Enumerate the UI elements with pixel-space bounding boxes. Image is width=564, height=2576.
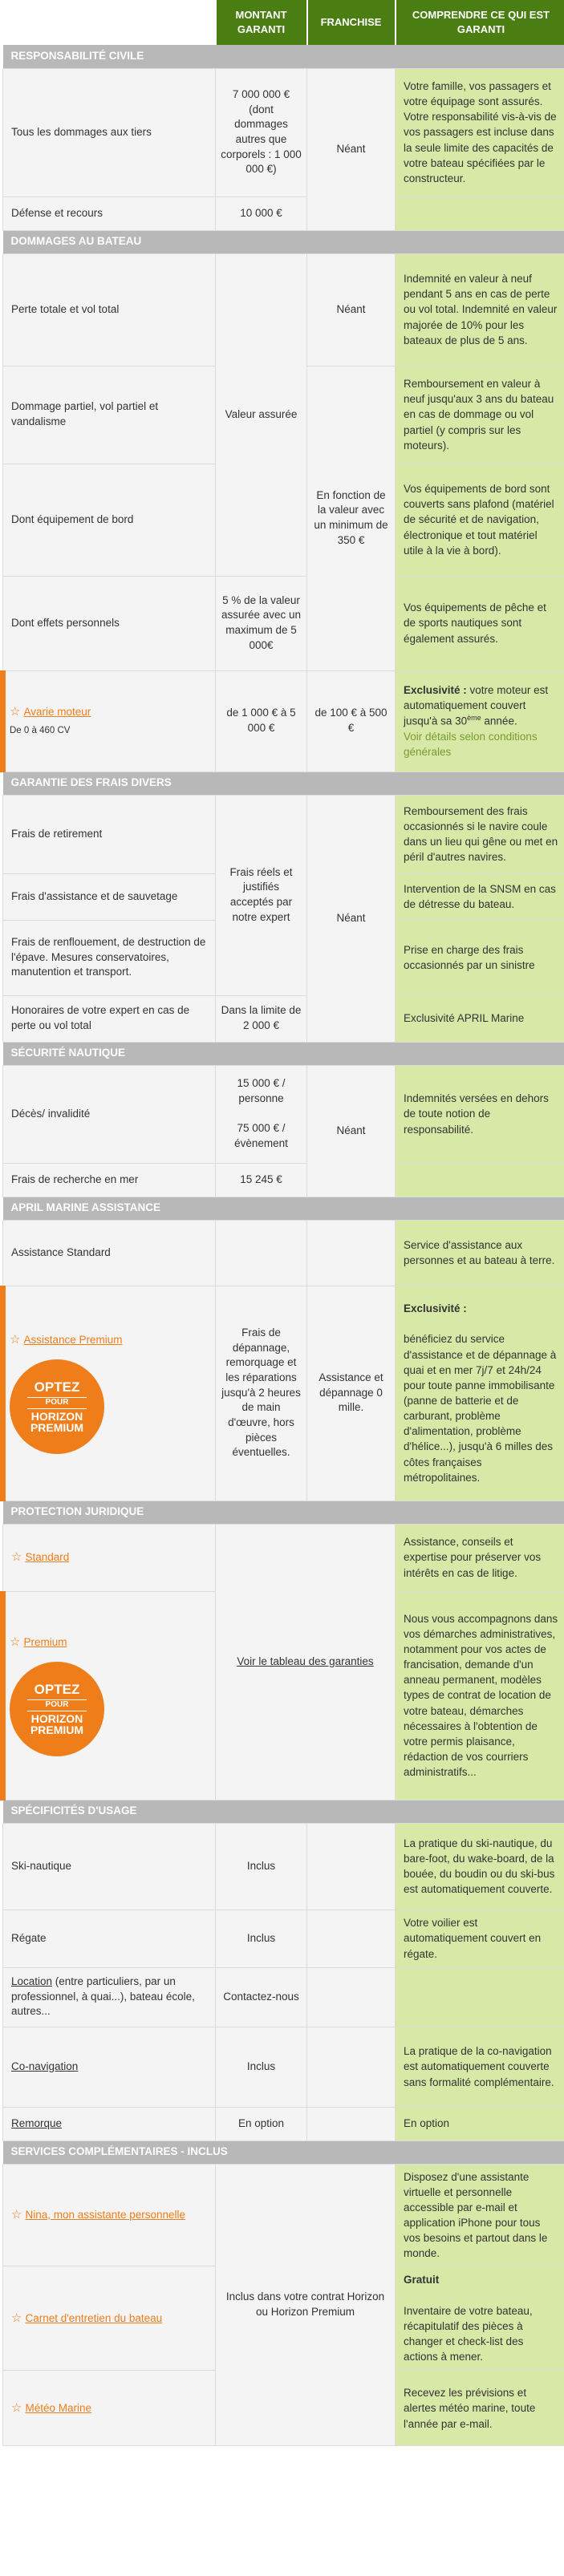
optez-horizon-premium-badge[interactable] <box>10 1662 104 1756</box>
remorque-link[interactable]: Remorque <box>11 2116 63 2129</box>
star-icon: ☆ <box>11 2400 22 2415</box>
montant-location: Contactez-nous <box>216 1967 307 2027</box>
montant-defense-recours: 10 000 € <box>216 196 307 230</box>
row-label-defense-recours: Défense et recours <box>3 196 216 230</box>
explanation-dommages-tiers: Votre famille, vos passagers et votre équipage sont assurés. Votre responsabilité vis-à-vis de vos passagers est incluse dans la seule limite des capacités de votre bateau spécifiées par le constructeur. <box>396 68 564 196</box>
row-label-assistance-sauvetage: Frais d'assistance et de sauvetage <box>3 873 216 920</box>
montant-frais-recherche: 15 245 € <box>216 1163 307 1197</box>
section-specificites-usage: SPÉCIFICITÉS D'USAGE <box>3 1800 564 1823</box>
meteo-marine-link[interactable]: Météo Marine <box>25 2401 91 2414</box>
section-frais-divers: GARANTIE DES FRAIS DIVERS <box>3 772 564 795</box>
explanation-meteo-marine: Recevez les prévisions et alertes météo marine, toute l'année par e-mail. <box>396 2371 564 2446</box>
explanation-equipement-bord: Vos équipements de bord sont couverts sans plafond (matériel de sécurité et de navigation, électronique et tout matériel utile à la vie à bord). <box>396 464 564 576</box>
explanation-remorque: En option <box>396 2107 564 2141</box>
row-label-assistance-standard: Assistance Standard <box>3 1220 216 1286</box>
franchise-perte-totale: Néant <box>307 253 396 366</box>
badge-pour: POUR <box>27 1397 87 1409</box>
conditions-generales-link[interactable]: Voir détails selon conditions générales <box>404 730 538 758</box>
explanation-assistance-standard: Service d'assistance aux personnes et au bateau à terre. <box>396 1220 564 1286</box>
franchise-assistance-standard <box>307 1220 396 1286</box>
franchise-regate <box>307 1910 396 1967</box>
row-label-perte-totale: Perte totale et vol total <box>3 253 216 366</box>
montant-valeur-assuree: Valeur assurée <box>216 253 307 576</box>
explanation-honoraires-expert: Exclusivité APRIL Marine <box>396 995 564 1042</box>
row-label-effets-personnels: Dont effets personnels <box>3 576 216 670</box>
section-april-marine-assistance: APRIL MARINE ASSISTANCE <box>3 1197 564 1220</box>
explanation-pj-standard: Assistance, conseils et expertise pour préserver vos intérêts en cas de litige. <box>396 1524 564 1591</box>
explanation-regate: Votre voilier est automatiquement couvert en régate. <box>396 1910 564 1967</box>
row-label-frais-retirement: Frais de retirement <box>3 795 216 873</box>
montant-par-evenement: 75 000 € / évènement <box>234 1122 288 1149</box>
franchise-location <box>307 1967 396 2027</box>
carnet-entretien-text: Inventaire de votre bateau, récapitulatif des pièces à changer et check-list des actions à mener. <box>404 2304 533 2363</box>
badge-premium: PREMIUM <box>30 1421 84 1435</box>
montant-assistance-premium: Frais de dépannage, remorquage et les réparations jusqu'à 2 heures de main d'œuvre, hors pièces éventuelles. <box>216 1286 307 1501</box>
franchise-frais-divers: Néant <box>307 795 396 1042</box>
explanation-renflouement: Prise en charge des frais occasionnés par un sinistre <box>396 920 564 995</box>
row-avarie-moteur <box>3 670 216 772</box>
explanation-location <box>396 1967 564 2027</box>
montant-dommages-tiers: 7 000 000 € (dont dommages autres que corporels : 1 000 000 €) <box>216 68 307 196</box>
section-securite-nautique: SÉCURITÉ NAUTIQUE <box>3 1042 564 1065</box>
explanation-assistance-premium <box>396 1286 564 1501</box>
header-montant: MONTANT GARANTI <box>216 0 307 45</box>
badge-horizon: HORIZON <box>30 1711 83 1725</box>
montant-avarie-moteur: de 1 000 € à 5 000 € <box>216 670 307 772</box>
explanation-carnet-entretien <box>396 2266 564 2371</box>
badge-optez: OPTEZ <box>34 1379 80 1395</box>
explanation-assistance-sauvetage: Intervention de la SNSM en cas de détresse du bateau. <box>396 873 564 920</box>
protection-juridique-cell <box>216 1524 396 1800</box>
franchise-assistance-premium: Assistance et dépannage 0 mille. <box>307 1286 396 1501</box>
standard-link[interactable]: Standard <box>25 1550 70 1563</box>
row-label-dommage-partiel: Dommage partiel, vol partiel et vandalisme <box>3 366 216 464</box>
badge-optez: OPTEZ <box>34 1682 80 1698</box>
exclusivite-label: Exclusivité : <box>404 1302 467 1315</box>
franchise-rc: Néant <box>307 68 396 230</box>
row-carnet-entretien <box>3 2266 216 2371</box>
badge-pour: POUR <box>27 1699 87 1711</box>
section-responsabilite-civile: RESPONSABILITÉ CIVILE <box>3 45 564 68</box>
franchise-remorque <box>307 2107 396 2141</box>
montant-remorque: En option <box>216 2107 307 2141</box>
avarie-moteur-text-end: année. <box>481 715 517 727</box>
row-label-honoraires-expert: Honoraires de votre expert en cas de perte ou vol total <box>3 995 216 1042</box>
star-icon: ☆ <box>11 2207 22 2222</box>
avarie-moteur-power-range: De 0 à 460 CV <box>10 726 71 736</box>
montant-honoraires-expert: Dans la limite de 2 000 € <box>216 995 307 1042</box>
section-services-complementaires: SERVICES COMPLÉMENTAIRES - INCLUS <box>3 2141 564 2164</box>
tableau-garanties-link[interactable]: Voir le tableau des garanties <box>237 1655 374 1667</box>
carnet-entretien-link[interactable]: Carnet d'entretien du bateau <box>25 2311 163 2324</box>
row-nina <box>3 2164 216 2266</box>
row-premium <box>3 1591 216 1800</box>
franchise-ski-nautique <box>307 1823 396 1910</box>
header-comprendre: COMPRENDRE CE QUI EST GARANTI <box>396 0 564 45</box>
montant-frais-reels: Frais réels et justifiés acceptés par notre expert <box>216 795 307 995</box>
section-protection-juridique: PROTECTION JURIDIQUE <box>3 1501 564 1524</box>
montant-deces-invalidite <box>216 1065 307 1163</box>
montant-co-navigation: Inclus <box>216 2027 307 2107</box>
nina-link[interactable]: Nina, mon assistante personnelle <box>25 2208 186 2221</box>
optez-horizon-premium-badge[interactable] <box>10 1359 104 1454</box>
franchise-avarie-moteur: de 100 € à 500 € <box>307 670 396 772</box>
gratuit-label: Gratuit <box>404 2274 440 2286</box>
explanation-pj-premium: Nous vous accompagnons dans vos démarches administratives, notamment pour vos actes de francisation, demande d'un anneau permanent, modèles types de contrat de location de votre bateau, démarches nécessaires à l'obtention de votre permis plaisance, rédaction de vos courriers administratifs... <box>396 1591 564 1800</box>
assistance-premium-link[interactable]: Assistance Premium <box>23 1333 123 1346</box>
franchise-securite-nautique: Néant <box>307 1065 396 1197</box>
franchise-minimum-350: En fonction de la valeur avec un minimum de 350 € <box>307 366 396 670</box>
section-dommages-bateau: DOMMAGES AU BATEAU <box>3 230 564 253</box>
row-label-ski-nautique: Ski-nautique <box>3 1823 216 1910</box>
avarie-moteur-link[interactable]: Avarie moteur <box>23 705 91 718</box>
row-standard <box>3 1524 216 1591</box>
row-co-navigation <box>3 2027 216 2107</box>
assistance-premium-text: bénéficiez du service d'assistance et de dépannage à quai et en mer 7j/7 et 24h/24 pour toute panne immobilisante (panne de batterie et de carburant, problème d'alimentation, problème d'hélice...), jusqu'à 6 milles des côtes françaises métropolitaines. <box>404 1333 557 1484</box>
location-link[interactable]: Location <box>11 1975 53 1988</box>
avarie-moteur-sup: ème <box>467 714 481 723</box>
location-details: (entre particuliers, par un professionnel, à quai...), bateau école, autres... <box>11 1975 195 2018</box>
badge-horizon: HORIZON <box>30 1409 83 1423</box>
explanation-frais-recherche <box>396 1163 564 1197</box>
explanation-effets-personnels: Vos équipements de pêche et de sports nautiques sont également assurés. <box>396 576 564 670</box>
row-meteo-marine <box>3 2371 216 2446</box>
row-label-regate: Régate <box>3 1910 216 1967</box>
explanation-frais-retirement: Remboursement des frais occasionnés si le navire coule dans un lieu qui gêne ou met en péril d'autres navires. <box>396 795 564 873</box>
row-label-equipement-bord: Dont équipement de bord <box>3 464 216 576</box>
star-icon: ☆ <box>10 704 21 719</box>
montant-ski-nautique: Inclus <box>216 1823 307 1910</box>
montant-services-inclus: Inclus dans votre contrat Horizon ou Horizon Premium <box>216 2164 396 2446</box>
montant-regate: Inclus <box>216 1910 307 1967</box>
header-blank <box>3 0 216 45</box>
montant-par-personne: 15 000 € / personne <box>237 1077 286 1105</box>
badge-premium: PREMIUM <box>30 1723 84 1737</box>
explanation-dommage-partiel: Remboursement en valeur à neuf jusqu'aux 3 ans du bateau en cas de dommage ou vol partiel (y compris sur les moteurs). <box>396 366 564 464</box>
explanation-perte-totale: Indemnité en valeur à neuf pendant 5 ans en cas de perte ou vol total. Indemnité en valeur majorée de 10% pour les bateaux de plus de 5 ans. <box>396 253 564 366</box>
explanation-avarie-moteur <box>396 670 564 772</box>
row-remorque <box>3 2107 216 2141</box>
co-navigation-link[interactable]: Co-navigation <box>11 2060 79 2072</box>
franchise-co-navigation <box>307 2027 396 2107</box>
explanation-nina: Disposez d'une assistante virtuelle et personnelle accessible par e-mail et application iPhone pour tous vos besoins et partout dans le monde. <box>396 2164 564 2266</box>
star-icon: ☆ <box>11 1549 22 1564</box>
explanation-defense-recours <box>396 196 564 230</box>
header-franchise: FRANCHISE <box>307 0 396 45</box>
montant-effets-personnels: 5 % de la valeur assurée avec un maximum de 5 000€ <box>216 576 307 670</box>
row-label-frais-recherche: Frais de recherche en mer <box>3 1163 216 1197</box>
premium-link[interactable]: Premium <box>23 1635 67 1648</box>
explanation-co-navigation: La pratique de la co-navigation est automatiquement couverte sans formalité complémentaire. <box>396 2027 564 2107</box>
avarie-moteur-text: votre moteur est automatiquement couvert jusqu'à sa 30 <box>404 683 549 727</box>
star-icon: ☆ <box>10 1634 21 1649</box>
montant-assistance-standard <box>216 1220 307 1286</box>
star-icon: ☆ <box>11 2311 22 2325</box>
exclusivite-label: Exclusivité : <box>404 683 467 696</box>
row-assistance-premium <box>3 1286 216 1501</box>
row-location <box>3 1967 216 2027</box>
row-label-dommages-tiers: Tous les dommages aux tiers <box>3 68 216 196</box>
explanation-ski-nautique: La pratique du ski-nautique, du bare-foot, du wake-board, de la bouée, du boudin ou du ski-bus est automatiquement couverte. <box>396 1823 564 1910</box>
explanation-deces-invalidite: Indemnités versées en dehors de toute notion de responsabilité. <box>396 1065 564 1163</box>
star-icon: ☆ <box>10 1332 21 1347</box>
row-label-deces-invalidite: Décès/ invalidité <box>3 1065 216 1163</box>
row-label-renflouement: Frais de renflouement, de destruction de l'épave. Mesures conservatoires, manutention et transport. <box>3 920 216 995</box>
